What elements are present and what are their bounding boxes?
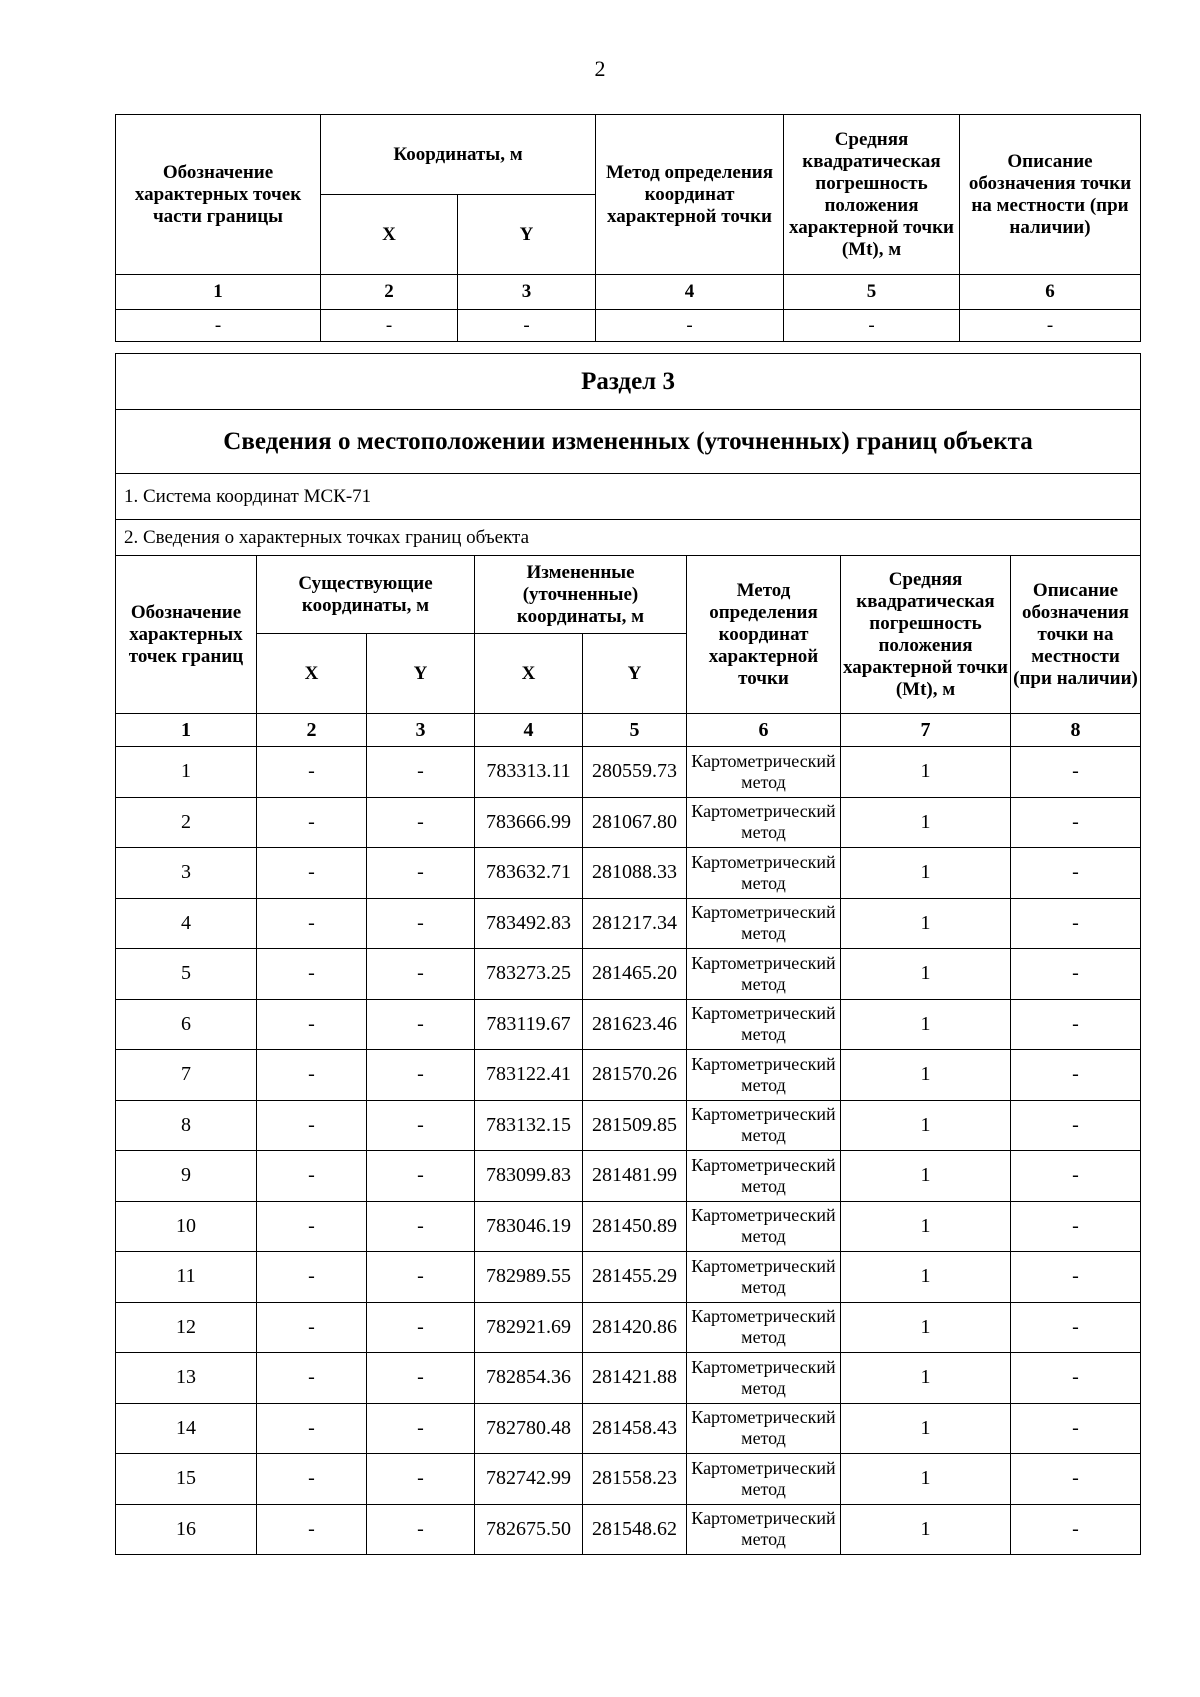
point-number: 9 bbox=[116, 1151, 257, 1202]
changed-y: 281450.89 bbox=[583, 1201, 687, 1252]
description-cell: - bbox=[1011, 797, 1141, 848]
existing-y: - bbox=[367, 1504, 475, 1555]
existing-x: - bbox=[257, 747, 367, 798]
existing-y: - bbox=[367, 1252, 475, 1303]
method-cell: Картометрический метод bbox=[687, 797, 841, 848]
point-number: 4 bbox=[116, 898, 257, 949]
description-cell: - bbox=[1011, 999, 1141, 1050]
header-method: Метод определения координат характерной точки bbox=[687, 556, 841, 714]
method-cell: Картометрический метод bbox=[687, 848, 841, 899]
table-row bbox=[116, 1151, 1141, 1202]
method-cell: Картометрический метод bbox=[687, 747, 841, 798]
description-cell: - bbox=[1011, 1201, 1141, 1252]
table-row bbox=[116, 898, 1141, 949]
method-cell: Картометрический метод bbox=[687, 999, 841, 1050]
header-description: Описание обозначения точки на местности (при наличии) bbox=[1011, 556, 1141, 714]
point-number: 10 bbox=[116, 1201, 257, 1252]
changed-y: 281623.46 bbox=[583, 999, 687, 1050]
column-number: 4 bbox=[596, 275, 784, 310]
point-number: 13 bbox=[116, 1353, 257, 1404]
existing-x: - bbox=[257, 1353, 367, 1404]
table-row bbox=[116, 848, 1141, 899]
existing-x: - bbox=[257, 1050, 367, 1101]
method-cell: Картометрический метод bbox=[687, 898, 841, 949]
header-changed-coordinates: Измененные (уточненные) координаты, м bbox=[475, 556, 687, 634]
header-y: Y bbox=[367, 634, 475, 714]
table-row bbox=[116, 1454, 1141, 1505]
table-cell: - bbox=[458, 310, 596, 342]
error-value: 1 bbox=[841, 1454, 1011, 1505]
table-row bbox=[116, 1302, 1141, 1353]
existing-y: - bbox=[367, 1100, 475, 1151]
existing-x: - bbox=[257, 1302, 367, 1353]
method-cell: Картометрический метод bbox=[687, 1454, 841, 1505]
changed-y: 280559.73 bbox=[583, 747, 687, 798]
existing-x: - bbox=[257, 1454, 367, 1505]
changed-x: 783119.67 bbox=[475, 999, 583, 1050]
changed-y: 281421.88 bbox=[583, 1353, 687, 1404]
header-error: Средняя квадратическая погрешность положения характерной точки (Mt), м bbox=[841, 556, 1011, 714]
error-value: 1 bbox=[841, 1302, 1011, 1353]
changed-y: 281570.26 bbox=[583, 1050, 687, 1101]
column-number: 8 bbox=[1011, 714, 1141, 747]
column-number: 1 bbox=[116, 275, 321, 310]
changed-x: 782989.55 bbox=[475, 1252, 583, 1303]
header-x: X bbox=[321, 195, 458, 275]
points-info: 2. Сведения о характерных точках границ объекта bbox=[116, 520, 1141, 556]
point-number: 12 bbox=[116, 1302, 257, 1353]
existing-y: - bbox=[367, 1302, 475, 1353]
method-cell: Картометрический метод bbox=[687, 1302, 841, 1353]
existing-x: - bbox=[257, 848, 367, 899]
method-cell: Картометрический метод bbox=[687, 1403, 841, 1454]
table-cell: - bbox=[321, 310, 458, 342]
header-x: X bbox=[257, 634, 367, 714]
changed-y: 281217.34 bbox=[583, 898, 687, 949]
existing-y: - bbox=[367, 747, 475, 798]
description-cell: - bbox=[1011, 1454, 1141, 1505]
changed-x: 783632.71 bbox=[475, 848, 583, 899]
existing-x: - bbox=[257, 999, 367, 1050]
existing-x: - bbox=[257, 898, 367, 949]
error-value: 1 bbox=[841, 848, 1011, 899]
column-number: 5 bbox=[583, 714, 687, 747]
column-number: 6 bbox=[960, 275, 1141, 310]
error-value: 1 bbox=[841, 999, 1011, 1050]
changed-x: 783046.19 bbox=[475, 1201, 583, 1252]
existing-y: - bbox=[367, 949, 475, 1000]
changed-y: 281455.29 bbox=[583, 1252, 687, 1303]
table-row bbox=[116, 1050, 1141, 1101]
description-cell: - bbox=[1011, 1151, 1141, 1202]
page-number: 2 bbox=[594, 56, 606, 81]
existing-x: - bbox=[257, 1151, 367, 1202]
changed-y: 281481.99 bbox=[583, 1151, 687, 1202]
error-value: 1 bbox=[841, 1151, 1011, 1202]
description-cell: - bbox=[1011, 949, 1141, 1000]
header-description: Описание обозначения точки на местности (при наличии) bbox=[960, 115, 1141, 275]
table-cell: - bbox=[116, 310, 321, 342]
method-cell: Картометрический метод bbox=[687, 1100, 841, 1151]
description-cell: - bbox=[1011, 1302, 1141, 1353]
description-cell: - bbox=[1011, 848, 1141, 899]
points-table-body bbox=[116, 747, 1141, 1555]
description-cell: - bbox=[1011, 1252, 1141, 1303]
table-row bbox=[116, 310, 1141, 342]
error-value: 1 bbox=[841, 1504, 1011, 1555]
changed-x: 783099.83 bbox=[475, 1151, 583, 1202]
error-value: 1 bbox=[841, 949, 1011, 1000]
column-number: 2 bbox=[257, 714, 367, 747]
header-y: Y bbox=[458, 195, 596, 275]
column-number: 1 bbox=[116, 714, 257, 747]
method-cell: Картометрический метод bbox=[687, 1201, 841, 1252]
changed-x: 782854.36 bbox=[475, 1353, 583, 1404]
existing-y: - bbox=[367, 797, 475, 848]
column-number: 6 bbox=[687, 714, 841, 747]
boundary-part-points-table bbox=[115, 114, 1141, 342]
existing-y: - bbox=[367, 1403, 475, 1454]
changed-y: 281558.23 bbox=[583, 1454, 687, 1505]
error-value: 1 bbox=[841, 1201, 1011, 1252]
column-number: 5 bbox=[784, 275, 960, 310]
existing-y: - bbox=[367, 999, 475, 1050]
table-row bbox=[116, 999, 1141, 1050]
error-value: 1 bbox=[841, 1353, 1011, 1404]
existing-x: - bbox=[257, 1100, 367, 1151]
error-value: 1 bbox=[841, 1100, 1011, 1151]
description-cell: - bbox=[1011, 1100, 1141, 1151]
point-number: 7 bbox=[116, 1050, 257, 1101]
changed-x: 782780.48 bbox=[475, 1403, 583, 1454]
table-row bbox=[116, 747, 1141, 798]
changed-y: 281458.43 bbox=[583, 1403, 687, 1454]
error-value: 1 bbox=[841, 1050, 1011, 1101]
table-row bbox=[116, 1201, 1141, 1252]
header-designation: Обозначение характерных точек части границы bbox=[116, 115, 321, 275]
existing-y: - bbox=[367, 1454, 475, 1505]
existing-y: - bbox=[367, 1151, 475, 1202]
description-cell: - bbox=[1011, 1403, 1141, 1454]
description-cell: - bbox=[1011, 1050, 1141, 1101]
changed-x: 783492.83 bbox=[475, 898, 583, 949]
column-number: 3 bbox=[458, 275, 596, 310]
error-value: 1 bbox=[841, 747, 1011, 798]
point-number: 1 bbox=[116, 747, 257, 798]
column-number: 4 bbox=[475, 714, 583, 747]
table-cell: - bbox=[596, 310, 784, 342]
existing-y: - bbox=[367, 848, 475, 899]
description-cell: - bbox=[1011, 1504, 1141, 1555]
existing-y: - bbox=[367, 1050, 475, 1101]
method-cell: Картометрический метод bbox=[687, 1050, 841, 1101]
changed-x: 783132.15 bbox=[475, 1100, 583, 1151]
existing-x: - bbox=[257, 1201, 367, 1252]
changed-x: 782921.69 bbox=[475, 1302, 583, 1353]
existing-y: - bbox=[367, 898, 475, 949]
existing-x: - bbox=[257, 1403, 367, 1454]
existing-y: - bbox=[367, 1353, 475, 1404]
changed-x: 783666.99 bbox=[475, 797, 583, 848]
error-value: 1 bbox=[841, 1403, 1011, 1454]
section-subtitle: Сведения о местоположении измененных (уточненных) границ объекта bbox=[116, 410, 1141, 474]
column-number: 3 bbox=[367, 714, 475, 747]
changed-y: 281088.33 bbox=[583, 848, 687, 899]
section-title: Раздел 3 bbox=[116, 354, 1141, 410]
description-cell: - bbox=[1011, 747, 1141, 798]
table-row bbox=[116, 949, 1141, 1000]
description-cell: - bbox=[1011, 898, 1141, 949]
changed-y: 281465.20 bbox=[583, 949, 687, 1000]
point-number: 8 bbox=[116, 1100, 257, 1151]
point-number: 3 bbox=[116, 848, 257, 899]
point-number: 5 bbox=[116, 949, 257, 1000]
point-number: 15 bbox=[116, 1454, 257, 1505]
header-x: X bbox=[475, 634, 583, 714]
table-row bbox=[116, 1403, 1141, 1454]
table-row bbox=[116, 1100, 1141, 1151]
description-cell: - bbox=[1011, 1353, 1141, 1404]
changed-x: 782742.99 bbox=[475, 1454, 583, 1505]
point-number: 11 bbox=[116, 1252, 257, 1303]
error-value: 1 bbox=[841, 797, 1011, 848]
header-coordinates: Координаты, м bbox=[321, 115, 596, 195]
changed-y: 281420.86 bbox=[583, 1302, 687, 1353]
column-number: 2 bbox=[321, 275, 458, 310]
header-y: Y bbox=[583, 634, 687, 714]
table-row bbox=[116, 1504, 1141, 1555]
changed-x: 783273.25 bbox=[475, 949, 583, 1000]
error-value: 1 bbox=[841, 898, 1011, 949]
table-row bbox=[116, 1252, 1141, 1303]
changed-y: 281067.80 bbox=[583, 797, 687, 848]
method-cell: Картометрический метод bbox=[687, 1504, 841, 1555]
header-existing-coordinates: Существующие координаты, м bbox=[257, 556, 475, 634]
method-cell: Картометрический метод bbox=[687, 949, 841, 1000]
table-row bbox=[116, 797, 1141, 848]
point-number: 16 bbox=[116, 1504, 257, 1555]
method-cell: Картометрический метод bbox=[687, 1252, 841, 1303]
section3-table bbox=[115, 353, 1141, 1555]
point-number: 14 bbox=[116, 1403, 257, 1454]
changed-x: 783122.41 bbox=[475, 1050, 583, 1101]
existing-x: - bbox=[257, 1252, 367, 1303]
column-number: 7 bbox=[841, 714, 1011, 747]
changed-y: 281548.62 bbox=[583, 1504, 687, 1555]
table-row bbox=[116, 1353, 1141, 1404]
existing-x: - bbox=[257, 797, 367, 848]
table-cell: - bbox=[784, 310, 960, 342]
existing-y: - bbox=[367, 1201, 475, 1252]
table-cell: - bbox=[960, 310, 1141, 342]
method-cell: Картометрический метод bbox=[687, 1353, 841, 1404]
coordinate-system: 1. Система координат МСК-71 bbox=[116, 474, 1141, 520]
error-value: 1 bbox=[841, 1252, 1011, 1303]
point-number: 2 bbox=[116, 797, 257, 848]
existing-x: - bbox=[257, 1504, 367, 1555]
changed-x: 783313.11 bbox=[475, 747, 583, 798]
header-designation: Обозначение характерных точек границ bbox=[116, 556, 257, 714]
changed-y: 281509.85 bbox=[583, 1100, 687, 1151]
point-number: 6 bbox=[116, 999, 257, 1050]
header-error: Средняя квадратическая погрешность положения характерной точки (Mt), м bbox=[784, 115, 960, 275]
changed-x: 782675.50 bbox=[475, 1504, 583, 1555]
method-cell: Картометрический метод bbox=[687, 1151, 841, 1202]
header-method: Метод определения координат характерной точки bbox=[596, 115, 784, 275]
existing-x: - bbox=[257, 949, 367, 1000]
